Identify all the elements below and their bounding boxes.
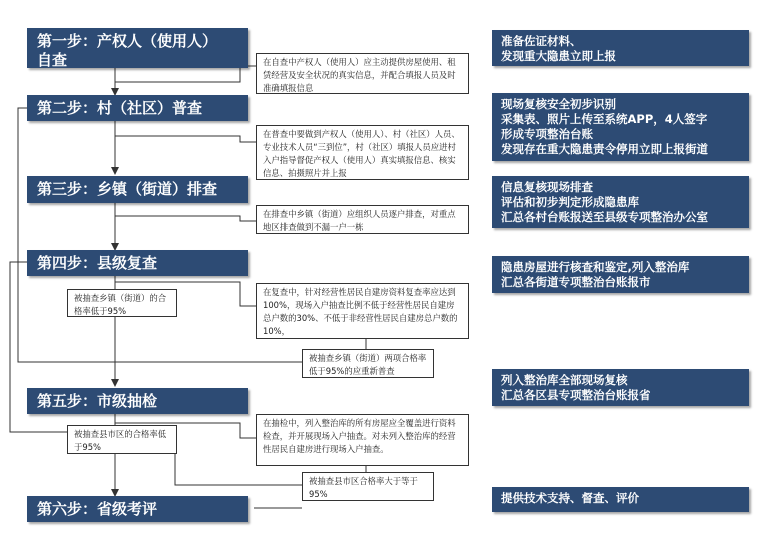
right-box-step-5: 列入整治库全部现场复核 汇总各区县专项整治台账报省: [492, 369, 749, 406]
note-step-3: 在排查中乡镇（街道）应组织人员逐户排查，对重点地区排查做到不漏一户一栋: [256, 205, 469, 234]
note-step-4: 在复查中，针对经营性居民自建房资料复查率应达到100%，现场入户抽查比例不低于经营性居民自建房总户数的30%、不低于非经营性居民自建房总户数的10%，: [256, 283, 469, 339]
step-6-label: 第六步：省级考评: [37, 500, 158, 518]
right-box-step-6: 提供技术支持、督查、评价: [492, 487, 749, 512]
right-box-step-3: 信息复核现场排查 评估和初步判定形成隐患库 汇总各村台账报送至县级专项整治办公室: [492, 176, 749, 228]
right-box-step-2: 现场复核安全初步识别 采集表、照片上传至系统APP，4人签字 形成专项整治台账 发现存在重大隐患责令停用立即上报街道: [492, 93, 749, 161]
step-3-township-check: [27, 176, 248, 203]
right-box-step-4: 隐患房屋进行核查和鉴定,列入整治库 汇总各街道专项整治台账报市: [492, 256, 749, 293]
note-step-5: 在抽检中，列入整治库的所有房屋应全覆盖进行资料检查，并开展现场入户抽查。对未列入整治库的经营性居民自建房进行现场入户抽查。: [256, 414, 469, 466]
step-4-label: 第四步：县级复查: [37, 254, 158, 272]
step-3-label: 第三步：乡镇（街道）排查: [37, 180, 218, 198]
step-5-label: 第五步：市级抽检: [37, 392, 158, 410]
step-4-county-review: [27, 250, 248, 276]
note-step-4-fail: 被抽查乡镇（街道）的合格率低于95%: [67, 289, 177, 317]
note-step-5-fail: 被抽查县市区的合格率低于95%: [67, 425, 177, 454]
right-box-step-1: 准备佐证材料、 发现重大隐患立即上报: [492, 30, 749, 66]
note-step-5-pass: 被抽查县市区合格率大于等于95%: [302, 472, 434, 501]
step-2-label: 第二步：村（社区）普查: [37, 99, 203, 117]
note-step-2: 在普查中要做到产权人（使用人）、村（社区）人员、专业技术人员“三到位”，村（社区）填报人员应进村入户指导督促产权人（使用人）真实填报信息、核实信息、拍摄照片并上报: [256, 125, 469, 180]
note-step-1: 在自查中产权人（使用人）应主动提供房屋使用、租赁经营及安全状况的真实信息，并配合填报人员及时准确填报信息: [256, 53, 469, 94]
step-1-label-line2: 自查: [37, 51, 68, 69]
step-1-self-check: [27, 28, 248, 68]
step-5-city-inspection: [27, 388, 248, 414]
step-2-village-survey: [27, 95, 248, 121]
step-6-province-evaluation: [27, 496, 248, 522]
step-1-label-line1: 第一步：产权人（使用人）: [37, 32, 218, 50]
note-step-4-recheck: 被抽查乡镇（街道）两项合格率低于95%的应重新普查: [302, 349, 434, 378]
